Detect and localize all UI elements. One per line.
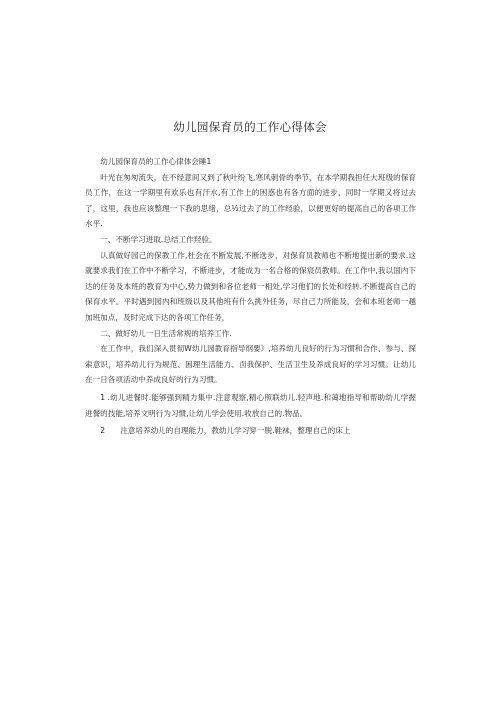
- document-title: 幼儿园保育员的工作心得体会: [173, 120, 327, 134]
- paragraph-intro: 叶光在匆匆流失，在不经意间又到了秋叶纷飞,寒风刺骨的季节，在本学期我担任大班级的保育员工作，在这一学期里有欢乐也有汗水,有工作上的困惑也有各方面的进步，同时一学期又将过去了，这里，我也应该整理一下我的思绪，总½过去了的工作经验，以便更好的提高自己的各项工作水平.: [85, 172, 416, 229]
- list-item-2: 2 注意培养幼儿的自理能力，教幼儿学习穿一脱.鞋袜，整理自己的床上: [100, 426, 351, 436]
- paragraph-section-1: 认真做好园己的保教工作,杜会在不断发展,不断选步，对保育员教师也不断地提出新的要求.这就要求我们在工作中不断学习，不断进步，才能成为一名合格的保宸员教师。在工作中,我以国内下达的任务及本班的教育为中心,势力做到和各位老师一相处,学习他们的长处和经转.不断提高自己的保育水平。平时遇到园内和班级以及其他班有什么挑外任务，尽自己力所能及，会和本班老师一越加班加点，及时完成下达的各项工作任务，: [85, 250, 416, 322]
- paragraph-section-2: 在工作中，我们深入贯彻W幼儿园教育指导纲要》,培养幼儿良好的行为习惯和合作、参与、探索意识，培养幼儿行为规范、困理生活能力、卤我保护、生活卫生及养成良好的学习习惯。让幼儿在一日各项活动中养成良好的行为习惯。: [85, 344, 416, 385]
- section-heading-1: 一、不断学习进取.总结工作羟验。: [100, 234, 217, 244]
- list-item-1: 1 .幼儿进餐时.能够强到精力集中.注意观察,精心照联幼儿.轻声地.和蔼地指导和帮助幼儿学握进餐的技能,培养文明行为习惯,让幼儿学会使用.收放自己的.物品。: [85, 392, 416, 418]
- document-subtitle: 幼儿园保育员的工作心律体会睡1: [100, 157, 212, 166]
- document-body: [85, 154, 416, 439]
- section-heading-2: 二、做好幼儿一日生活常规的培养工作.: [100, 328, 232, 338]
